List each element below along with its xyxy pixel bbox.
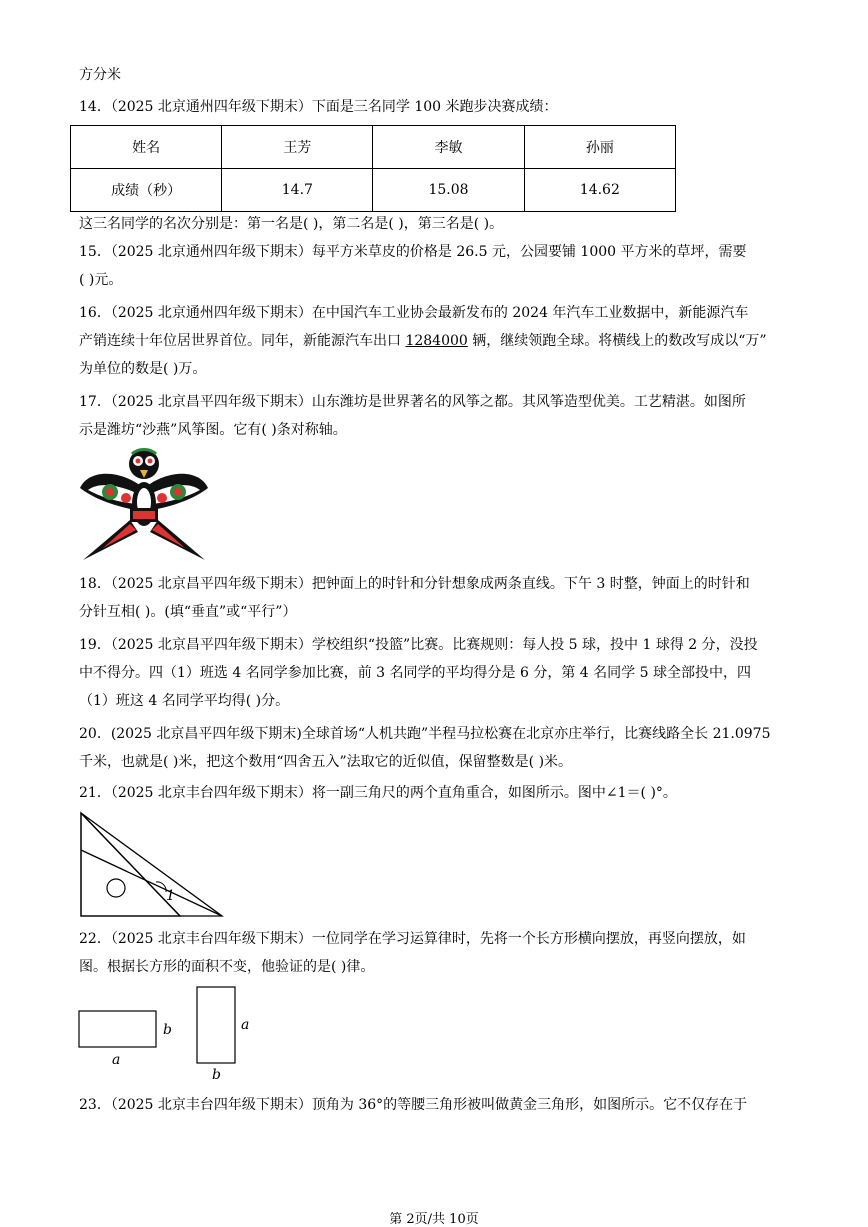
question-21: 21．（2025 北京丰台四年级下期末）将一副三角尺的两个直角重合，如图所示。图中∠1＝( )°。 [79,785,677,801]
table-header-cell: 王芳 [222,126,373,169]
text-line: 方分米 [79,67,121,83]
question-20: 20．(2025 北京昌平四年级下期末)全球首场“人机共跑”半程马拉松赛在北京亦庄举行，比赛线路全长 21.0975 [79,726,771,742]
table-cell: 成绩（秒） [71,169,222,212]
question-16-cont [79,332,767,350]
underlined-number: 1284000 [405,333,468,349]
question-23: 23．（2025 北京丰台四年级下期末）顶角为 36°的等腰三角形被叫做黄金三角形，如图所示。它不仅存在于 [79,1097,748,1113]
label-b: b [163,1022,172,1038]
question-20-cont: 千米，也就是( )米，把这个数用“四舍五入”法取它的近似值，保留整数是( )米。 [79,754,573,770]
table-row [71,169,676,212]
question-18-cont: 分针互相( )。(填“垂直”或“平行”） [79,604,297,620]
text-segment: 辆，继续领跑全球。将横线上的数改写成以“万” [467,333,767,349]
question-15: 15．（2025 北京通州四年级下期末）每平方米草皮的价格是 26.5 元，公园要铺 1000 平方米的草坪，需要 [79,244,747,260]
text-segment: 产销连续十年位居世界首位。同年，新能源汽车出口 [79,333,406,349]
table-header-cell: 姓名 [71,126,222,169]
question-22: 22．（2025 北京丰台四年级下期末）一位同学在学习运算律时，先将一个长方形横向摆放，再竖向摆放，如 [79,931,746,947]
score-table [70,125,676,212]
table-row [71,126,676,169]
page-footer: 第 2页/共 10页 [389,1212,479,1227]
question-19-cont: （1）班这 4 名同学平均得( )分。 [79,693,290,709]
question-17: 17．（2025 北京昌平四年级下期末）山东潍坊是世界著名的风筝之都。其风筝造型优美。工艺精湛。如图所 [79,394,746,410]
label-a: a [241,1017,250,1033]
question-19: 19．（2025 北京昌平四年级下期末）学校组织“投篮”比赛。比赛规则：每人投 5 球，投中 1 球得 2 分，没投 [79,637,758,653]
question-17-cont: 示是潍坊“沙燕”风筝图。它有( )条对称轴。 [79,422,347,438]
question-15-cont: ( )元。 [79,272,123,288]
question-18: 18．（2025 北京昌平四年级下期末）把钟面上的时针和分针想象成两条直线。下午 3 时整，钟面上的时针和 [79,576,750,592]
question-22-cont: 图。根据长方形的面积不变，他验证的是( )律。 [79,959,375,975]
question-14-answer: 这三名同学的名次分别是：第一名是( )，第二名是( )，第三名是( )。 [79,216,504,232]
label-a: a [112,1052,121,1068]
table-header-cell: 孙丽 [524,126,675,169]
question-16-cont: 为单位的数是( )万。 [79,361,207,377]
triangle-rulers-figure [80,812,225,918]
table-cell: 14.7 [222,169,373,212]
kite-figure [78,448,210,562]
angle-label: 1 [166,888,175,904]
table-cell: 14.62 [524,169,675,212]
table-cell: 15.08 [373,169,524,212]
table-header-cell: 李敏 [373,126,524,169]
question-19-cont: 中不得分。四（1）班选 4 名同学参加比赛，前 3 名同学的平均得分是 6 分，第 4 名同学 5 球全部投中，四 [79,665,751,681]
rectangles-figure [78,985,258,1081]
question-14: 14．（2025 北京通州四年级下期末）下面是三名同学 100 米跑步决赛成绩： [79,99,558,115]
question-16: 16．（2025 北京通州四年级下期末）在中国汽车工业协会最新发布的 2024 年汽车工业数据中，新能源汽车 [79,305,749,321]
label-b: b [212,1067,221,1083]
